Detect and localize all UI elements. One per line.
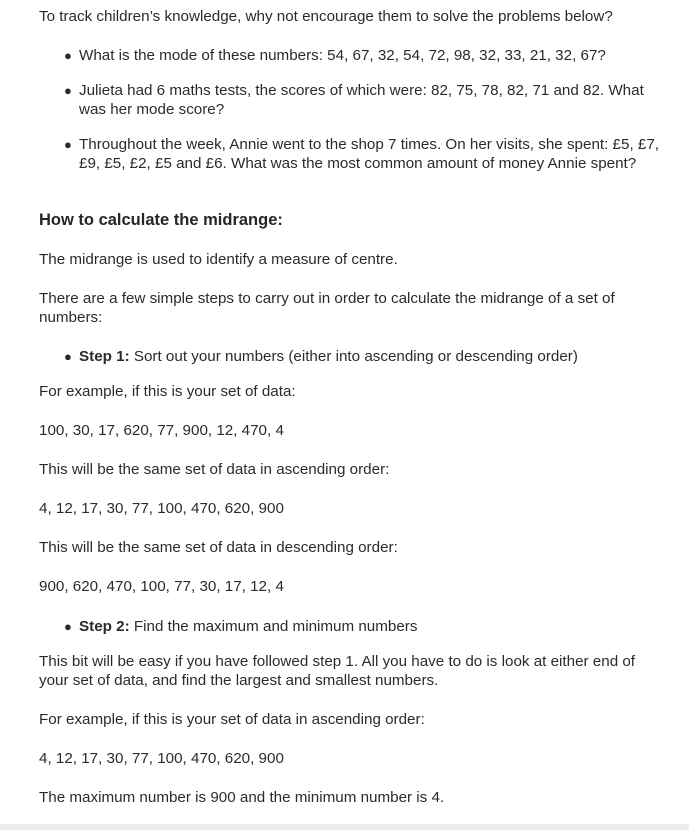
example-intro: For example, if this is your set of data: xyxy=(39,383,296,400)
step-2-paragraph: This bit will be easy if you have followed step 1. All you have to do is look at either end of your set of data, and find the largest and smallest numbers. xyxy=(39,653,636,689)
step-1-text: Sort out your numbers (either into ascending or descending order) xyxy=(129,348,578,365)
descending-intro: This will be the same set of data in descending order: xyxy=(39,539,398,556)
bullet-icon: ● xyxy=(64,48,72,63)
ascending-data: 4, 12, 17, 30, 77, 100, 470, 620, 900 xyxy=(39,500,284,517)
bullet-icon: ● xyxy=(64,83,72,98)
problem-item-3: Throughout the week, Annie went to the shop 7 times. On her visits, she spent: £5, £7, £9, £5, £2, £5 and £6. What was the most common amount of money Annie spent? xyxy=(79,136,659,172)
para-midrange-definition: The midrange is used to identify a measure of centre. xyxy=(39,251,398,268)
example-2-intro: For example, if this is your set of data in ascending order: xyxy=(39,711,425,728)
step-1-item xyxy=(79,347,664,366)
para-steps-intro: There are a few simple steps to carry out in order to calculate the midrange of a set of numbers: xyxy=(39,290,615,326)
bullet-icon: ● xyxy=(64,137,72,152)
section-heading: How to calculate the midrange: xyxy=(39,211,283,229)
ascending-data-2: 4, 12, 17, 30, 77, 100, 470, 620, 900 xyxy=(39,750,284,767)
conclusion-text: The maximum number is 900 and the minimum number is 4. xyxy=(39,789,445,806)
problem-item-1: What is the mode of these numbers: 54, 67, 32, 54, 72, 98, 32, 33, 21, 32, 67? xyxy=(79,47,606,64)
step-2-item xyxy=(79,617,664,636)
bullet-icon: ● xyxy=(64,349,72,364)
bullet-icon: ● xyxy=(64,619,72,634)
data-set: 100, 30, 17, 620, 77, 900, 12, 470, 4 xyxy=(39,422,284,439)
step-2-text: Find the maximum and minimum numbers xyxy=(129,618,418,635)
ascending-intro: This will be the same set of data in ascending order: xyxy=(39,461,390,478)
step-1-label: Step 1: xyxy=(79,348,130,365)
intro-text: To track children’s knowledge, why not encourage them to solve the problems below? xyxy=(39,8,613,25)
descending-data: 900, 620, 470, 100, 77, 30, 17, 12, 4 xyxy=(39,578,284,595)
problem-item-2: Julieta had 6 maths tests, the scores of which were: 82, 75, 78, 82, 71 and 82. What was her mode score? xyxy=(79,82,644,118)
step-2-label: Step 2: xyxy=(79,618,130,635)
